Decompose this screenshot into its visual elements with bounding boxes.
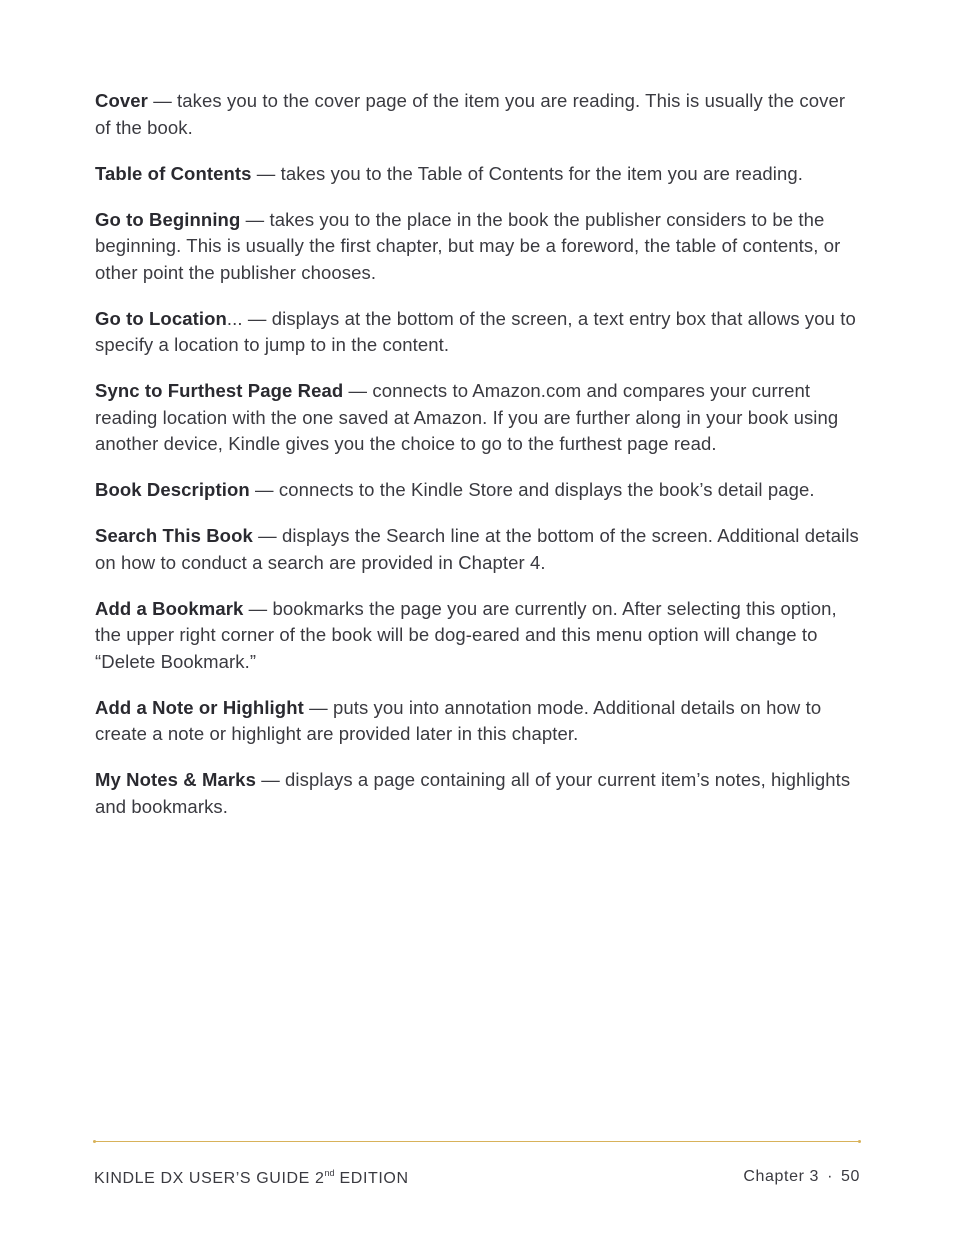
menu-options-list (95, 88, 860, 840)
entry-table-of-contents (95, 161, 860, 188)
entry-description: — bookmarks the page you are currently on. After selecting this option, the upper right corner of the book will be dog-eared and this menu option will change to “Delete Bookmark.” (95, 597, 837, 672)
entry-description: — displays a page containing all of your current item’s notes, highlights and bookmarks. (95, 769, 851, 817)
chapter-label: Chapter 3 (743, 1168, 820, 1185)
page-locator (743, 1168, 860, 1186)
entry-add-bookmark (95, 596, 860, 676)
entry-description: — takes you to the Table of Contents for the item you are reading. (251, 162, 803, 184)
page-number: 50 (841, 1168, 860, 1185)
entry-term: Add a Note or Highlight (95, 696, 304, 718)
guide-title (94, 1168, 409, 1188)
entry-sync-furthest-page (95, 378, 860, 458)
entry-term: Search This Book (95, 525, 253, 546)
entry-description: — puts you into annotation mode. Additional details on how to create a note or highlight are provided later in this chapter. (95, 696, 822, 744)
entry-term: Cover (95, 90, 148, 111)
entry-description: — connects to the Kindle Store and displays the book’s detail page. (249, 479, 815, 500)
entry-go-to-beginning (95, 207, 860, 287)
guide-title-ordinal: nd (324, 1168, 335, 1178)
entry-description: ... — displays at the bottom of the screen, a text entry box that allows you to specify a location to jump to in the content. (95, 307, 856, 355)
entry-term: Table of Contents (95, 162, 252, 184)
entry-term: Add a Bookmark (95, 597, 244, 619)
entry-term: Book Description (95, 479, 250, 500)
separator-dot: · (827, 1168, 833, 1185)
entry-cover (95, 88, 860, 141)
entry-term: Sync to Furthest Page Read (95, 380, 344, 401)
entry-term: Go to Beginning (95, 208, 241, 230)
guide-title-suffix: EDITION (334, 1170, 409, 1187)
entry-add-note-highlight (95, 695, 860, 748)
entry-my-notes-marks (95, 767, 860, 820)
entry-go-to-location (95, 306, 860, 359)
entry-search-this-book (95, 523, 860, 576)
entry-description: — connects to Amazon.com and compares your current reading location with the one saved at Amazon. If you are further along in your book using another device, Kindle gives you the choice to go to the furthest page read. (95, 380, 839, 454)
entry-term: Go to Location (95, 307, 227, 329)
footer-divider (94, 1141, 860, 1142)
entry-term: My Notes & Marks (95, 769, 256, 790)
entry-description: — takes you to the place in the book the publisher considers to be the beginning. This is usually the first chapter, but may be a foreword, the table of contents, or other point the publisher chooses. (95, 208, 841, 283)
entry-description: — takes you to the cover page of the item you are reading. This is usually the cover of the book. (95, 90, 846, 138)
entry-book-description (95, 477, 860, 504)
guide-title-prefix: KINDLE DX USER’S GUIDE 2 (94, 1170, 325, 1187)
entry-description: — displays the Search line at the bottom of the screen. Additional details on how to conduct a search are provided in Chapter 4. (95, 525, 859, 573)
